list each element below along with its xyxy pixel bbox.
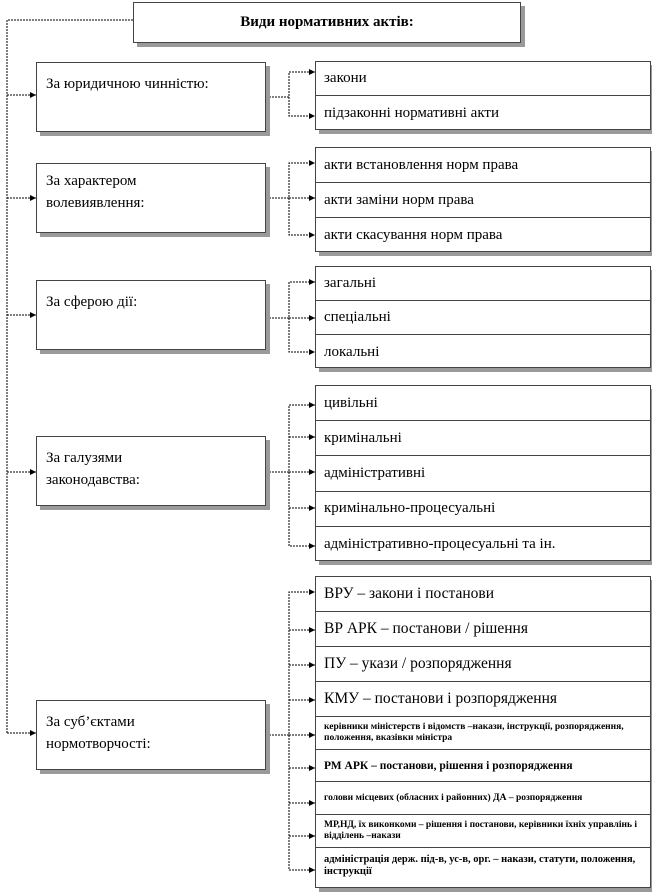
list-item: кримінальні — [316, 421, 650, 456]
group-legal-force-items — [315, 61, 651, 130]
group-will-character-items — [315, 147, 651, 252]
list-item: ВРУ – закони і постанови — [316, 577, 650, 612]
list-item: КМУ – постанови і розпорядження — [316, 682, 650, 717]
category-label-line: волевиявлення: — [46, 195, 145, 211]
list-item: акти встановлення норм права — [316, 148, 650, 183]
list-item: підзаконні нормативні акти — [324, 104, 499, 121]
category-legislation-branches — [36, 436, 266, 506]
group-legislation-branches-items — [315, 385, 651, 561]
list-item: закони — [316, 62, 650, 96]
category-legal-force — [36, 62, 266, 132]
list-item: спеціальні — [316, 301, 650, 335]
list-item: загальні — [316, 267, 650, 301]
group-scope-items — [315, 266, 651, 368]
diagram-title: Види нормативних актів: — [133, 2, 521, 43]
list-item: локальні — [324, 343, 380, 360]
category-label-line: За характером — [46, 173, 137, 189]
list-item: ВР АРК – постанови / рішення — [316, 612, 650, 647]
list-item: керівники міністерств і відомств –накази, інструкції, розпорядження, положення, вказівки міністра — [316, 717, 650, 750]
category-label-line: За галузями — [46, 450, 123, 466]
list-item: голови місцевих (обласних і районних) ДА – розпорядження — [316, 782, 650, 815]
list-item: МР,НД, їх виконкоми – рішення і постанови, керівники їхніх управлінь і відділень –накази — [316, 815, 650, 848]
category-will-character — [36, 163, 266, 233]
list-item: РМ АРК – постанови, рішення і розпорядження — [316, 750, 650, 782]
category-label-line: За юридичною чинністю: — [46, 76, 209, 92]
list-item: цивільні — [316, 386, 650, 421]
group-lawmaking-subjects-items — [315, 576, 651, 888]
category-lawmaking-subjects — [36, 700, 266, 770]
list-item: ПУ – укази / розпорядження — [316, 647, 650, 682]
list-item: кримінально-процесуальні — [316, 492, 650, 527]
list-item: адміністративні — [316, 456, 650, 491]
category-label-line: За суб’єктами — [46, 714, 135, 730]
list-item: адміністративно-процесуальні та ін. — [324, 535, 556, 552]
list-item: акти заміни норм права — [316, 183, 650, 218]
list-item: адміністрація держ. під-в, ус-в, орг. – накази, статути, положення, інструкції — [324, 854, 636, 877]
category-label-line: законодавства: — [46, 472, 140, 488]
category-label-line: За сферою дії: — [46, 294, 138, 310]
category-scope — [36, 280, 266, 350]
list-item: акти скасування норм права — [324, 227, 503, 243]
category-label-line: нормотворчості: — [46, 736, 151, 752]
